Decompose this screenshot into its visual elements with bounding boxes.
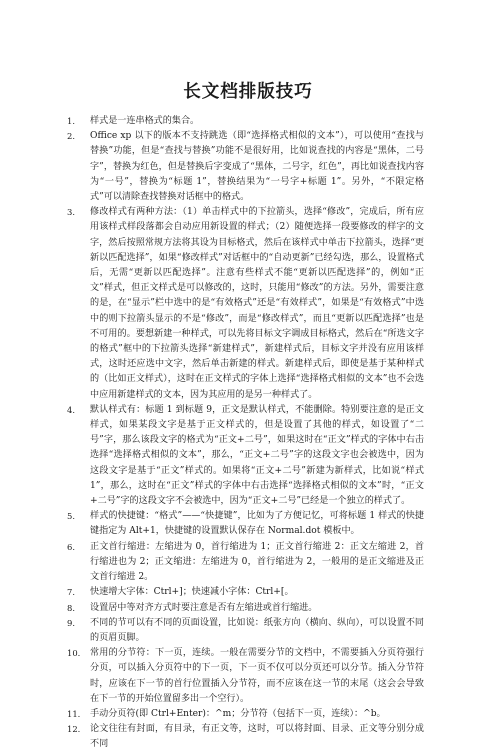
list-item <box>67 403 424 509</box>
list-item <box>67 205 424 403</box>
list-item <box>67 129 424 205</box>
list-item-text: 论文往往有封面，有目录，有正文等，这时，可以将封面、目录、正文等分别分成不同 <box>90 724 424 750</box>
list-item-number: 10. <box>67 648 81 659</box>
list-item-text: 常用的分节符：下一页，连续。一般在需要分节的文档中，不需要插入分页符强行分页，可以插入分页符中的下一页，下一页不仅可以分页还可以分节。插入分节符时，应该在下一节的首行位置插入分节符，而不应该在这一节的末尾（这会会导致在下一节的开始位置留多出一个空行）。 <box>90 648 424 704</box>
list-item-text: 正文首行缩进：左缩进为 0，首行缩进为 1；正文首行缩进 2：正文左缩进 2，首行缩进也为 2；正文缩进：左缩进为 0，首行缩进为 2，一般用的是正文缩进及正文首行缩进 2。 <box>90 541 424 583</box>
list-item-text: 样式的快捷键：“格式”——“快捷键”，比如为了方便记忆，可将标题 1 样式的快捷键指定为 Alt+1，快捷键的设置默认保存在 Normal.dot 模板中。 <box>90 511 424 537</box>
list-item-text: 默认样式有：标题 1 到标题 9，正文是默认样式，不能删除。特别要注意的是正文样式，如果某段文字是基于正文样式的，但是设置了其他的样式，如设置了“二号”字，那么该段文字的格式为“正文+二号”，如果这时在“正文”样式的字体中右击选择“选择格式相似的文本”，那么，“正文+二号”字的这段文字也会被选中，因为这段文字是基于“正文”样式的。如果将“正文+二号”新建为新样式，比如说“样式 1”，那么，这时在“正文”样式的字体中右击选择“选择格式相似的文本”时，“正文+二号”字的这段文字不会被选中，因为“正文+二号”已经是一个独立的样式了。 <box>90 404 424 507</box>
list-item-number: 2. <box>67 131 75 142</box>
list-item-text: 设置居中等对齐方式时要注意是否有左缩进或首行缩进。 <box>90 602 318 613</box>
list-item-text: 修改样式有两种方法：（1）单击样式中的下拉箭头，选择“修改”，完成后，所有应用该样式样段落都会自动应用新设置的样式；（2）随便选择一段要修改的样字的文字，然后按照常规方法将其设为目标格式，然后在该样式中单击下拉箭头，选择“更新以匹配选择”，如果“修改样式”对话框中的“自动更新”已经勾选，那么，设置格式后，无需“更新以匹配选择”。注意有些样式不能“更新以匹配选择”的，例如“正文”样式，但正文样式是可以修改的，这时，只能用“修改”的方法。另外，需要注意的是，在“显示”栏中选中的是“有效格式”还是“有效样式”，如果是“有效格式”中选中的则下拉箭头显示的不是“修改”，而是“修改样式”，而且“更新以匹配选择”也是不可用的。要想新建一种样式，可以先将目标文字调成目标格式，然后在“所选文字的格式”框中的下拉箭头选择“新建样式”，新建样式后，目标文字并没有应用该样式，这时还应选中文字，然后单击新建的样式。新建样式后，即使是基于某种样式的（比如正文样式），这时在正文样式的字体上选择“选择格式相似的文本”也不会选中应用新建样式的文本，因为其应用的是另一种样式了。 <box>90 207 424 400</box>
list-item <box>67 509 424 539</box>
list-item-number: 1. <box>67 116 75 126</box>
list-item <box>67 722 424 752</box>
list-item <box>67 540 424 586</box>
list-item-number: 9. <box>67 617 75 628</box>
list-item-number: 12. <box>67 724 81 735</box>
list-item <box>67 616 424 646</box>
list-item-number: 11. <box>67 708 81 719</box>
list-item-text: 快速增大字体：Ctrl+]；快速减小字体：Ctrl+[。 <box>90 587 294 598</box>
list-item-number: 6. <box>67 541 75 552</box>
list-item <box>67 601 424 616</box>
list-item <box>67 707 424 722</box>
list-item-number: 7. <box>67 587 75 598</box>
list-item <box>67 646 424 707</box>
tips-list <box>67 114 424 753</box>
list-item-text: Office xp 以下的版本不支持跳选（即“选择格式相似的文本”），可以使用“查找与替换”功能，但是“查找与替换”功能不是很好用，比如说查找的内容是“黑体，二号字”，替换为红色，但是替换后字变成了“黑体，二号字，红色”，再比如说查找内容为“一号”，替换为“标题 1”，替换结果为“一号字+标题 1”。另外，“不限定格式”可以清除查找替换对话框中的格式。 <box>90 131 424 203</box>
list-item-number: 5. <box>67 511 75 522</box>
list-item-text: 不同的节可以有不同的页面设置，比如说：纸张方向（横向、纵向），可以设置不同的页眉页脚。 <box>90 617 424 643</box>
list-item <box>67 114 424 129</box>
list-item-number: 4. <box>67 404 75 415</box>
list-item-text: 手动分页符(即 Ctrl+Enter)：^m；分节符（包括下一页，连续）：^b。 <box>90 708 386 719</box>
list-item-text: 样式是一连串格式的集合。 <box>90 116 200 126</box>
list-item-number: 3. <box>67 207 75 218</box>
document-title: 长文档排版技巧 <box>183 82 313 102</box>
list-item-number: 8. <box>67 602 75 613</box>
list-item <box>67 585 424 600</box>
